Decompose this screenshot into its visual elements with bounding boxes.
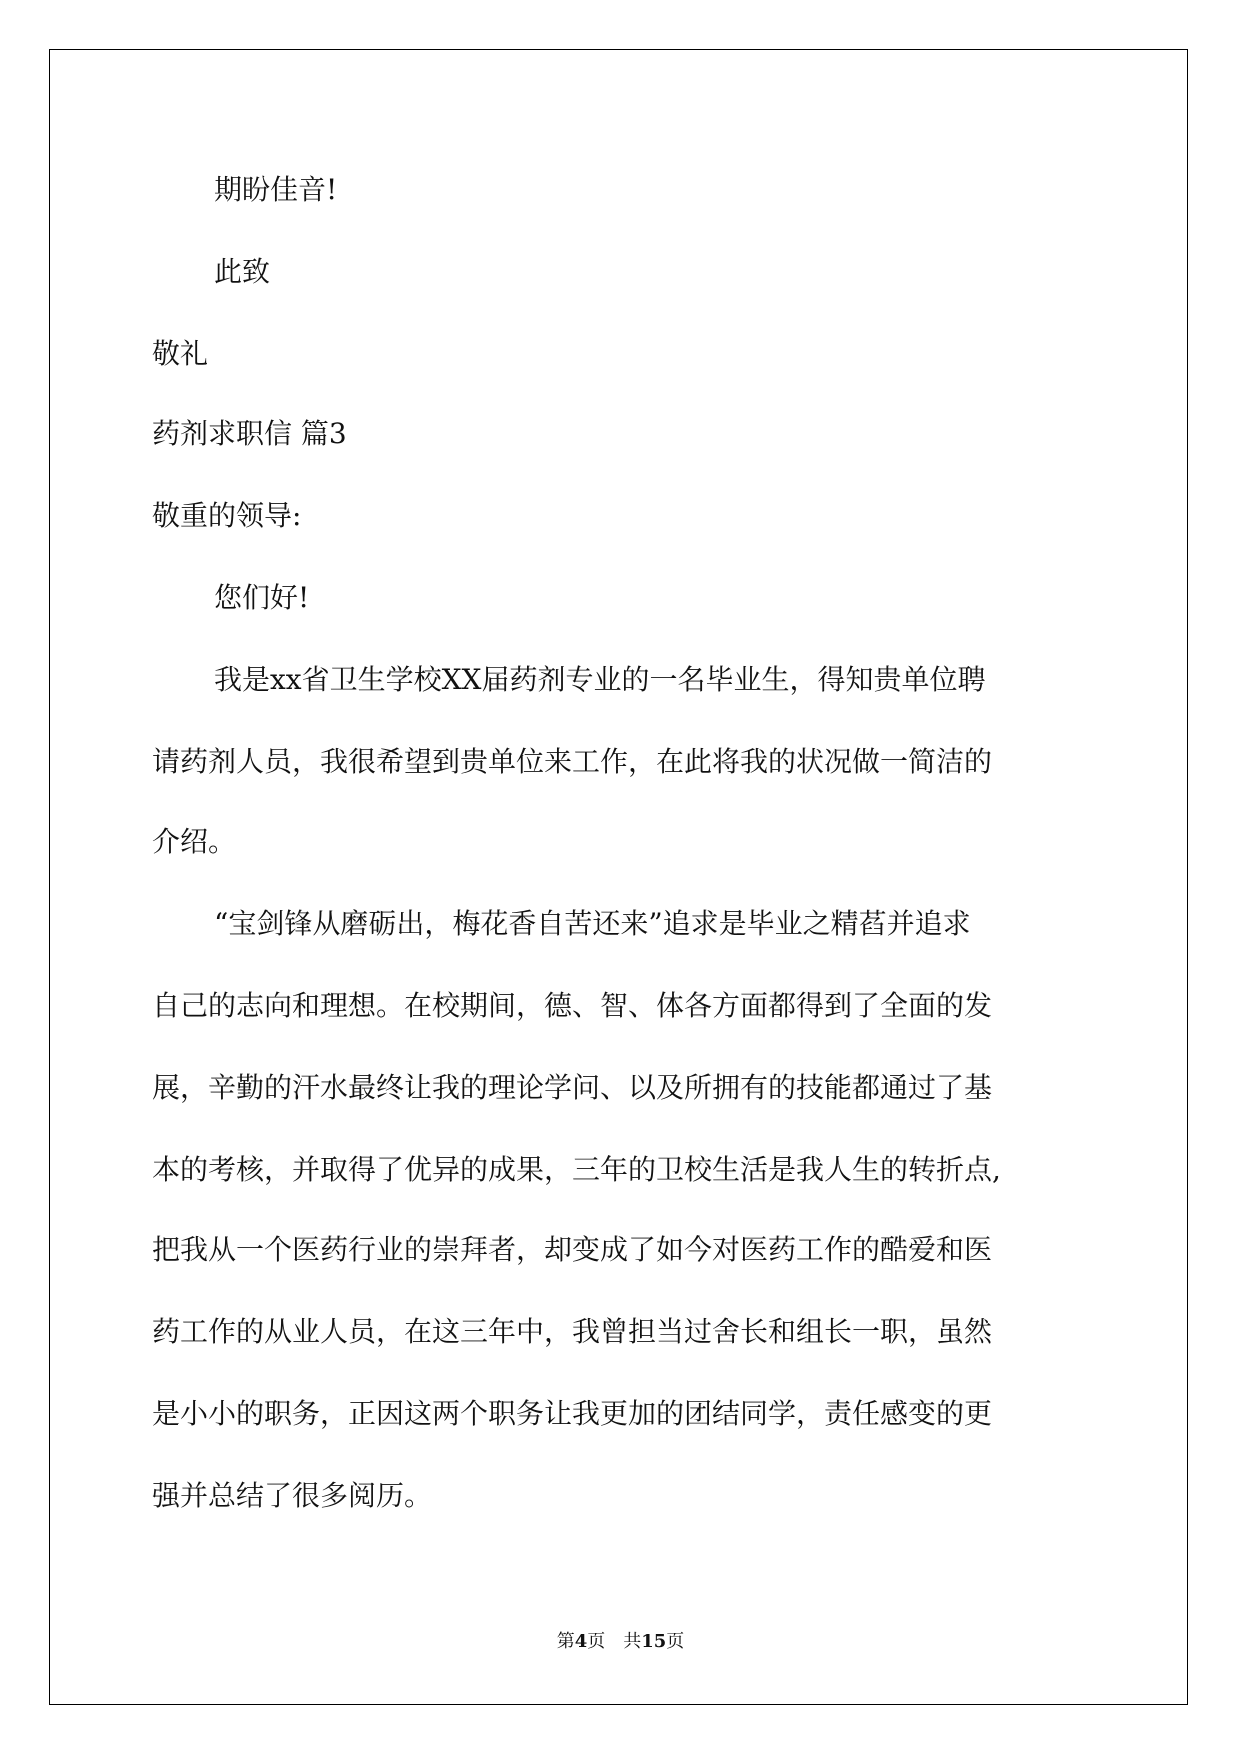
page-border xyxy=(49,49,1188,1705)
paragraph-line: 药工作的从业人员，在这三年中，我曾担当过舍长和组长一职，虽然 xyxy=(152,1315,993,1348)
paragraph-line: 把我从一个医药行业的崇拜者，却变成了如今对医药工作的酷爱和医 xyxy=(152,1233,993,1266)
paragraph-line: 介绍。 xyxy=(152,825,237,858)
greeting-line: 您们好! xyxy=(214,581,310,614)
footer-suffix: 页 xyxy=(666,1631,685,1652)
paragraph-line: 自己的志向和理想。在校期间，德、智、体各方面都得到了全面的发 xyxy=(152,989,993,1022)
paragraph-line: 展，辛勤的汗水最终让我的理论学问、以及所拥有的技能都通过了基 xyxy=(152,1071,993,1104)
paragraph-line: 请药剂人员，我很希望到贵单位来工作，在此将我的状况做一简洁的 xyxy=(152,745,993,778)
paragraph-line: 是小小的职务，正因这两个职务让我更加的团结同学，责任感变的更 xyxy=(152,1397,993,1430)
salutation-regards: 敬礼 xyxy=(152,337,209,370)
paragraph-line: 我是xx省卫生学校XX届药剂专业的一名毕业生，得知贵单位聘 xyxy=(214,663,986,696)
recipient-line: 敬重的领导: xyxy=(152,499,302,532)
footer-prefix: 第 xyxy=(556,1631,575,1652)
closing-line: 期盼佳音! xyxy=(214,173,338,206)
paragraph-line: 强并总结了很多阅历。 xyxy=(152,1479,433,1512)
footer-mid: 页 共 xyxy=(587,1631,642,1652)
current-page-number: 4 xyxy=(574,1631,588,1652)
salutation-line: 此致 xyxy=(214,255,271,288)
total-pages-number: 15 xyxy=(641,1631,667,1652)
paragraph-line: “宝剑锋从磨砺出，梅花香自苦还来”追求是毕业之精萏并追求 xyxy=(214,907,971,940)
section-heading: 药剂求职信 篇3 xyxy=(152,417,347,450)
paragraph-line: 本的考核，并取得了优异的成果，三年的卫校生活是我人生的转折点, xyxy=(152,1153,1001,1186)
page-footer xyxy=(0,1627,1241,1653)
